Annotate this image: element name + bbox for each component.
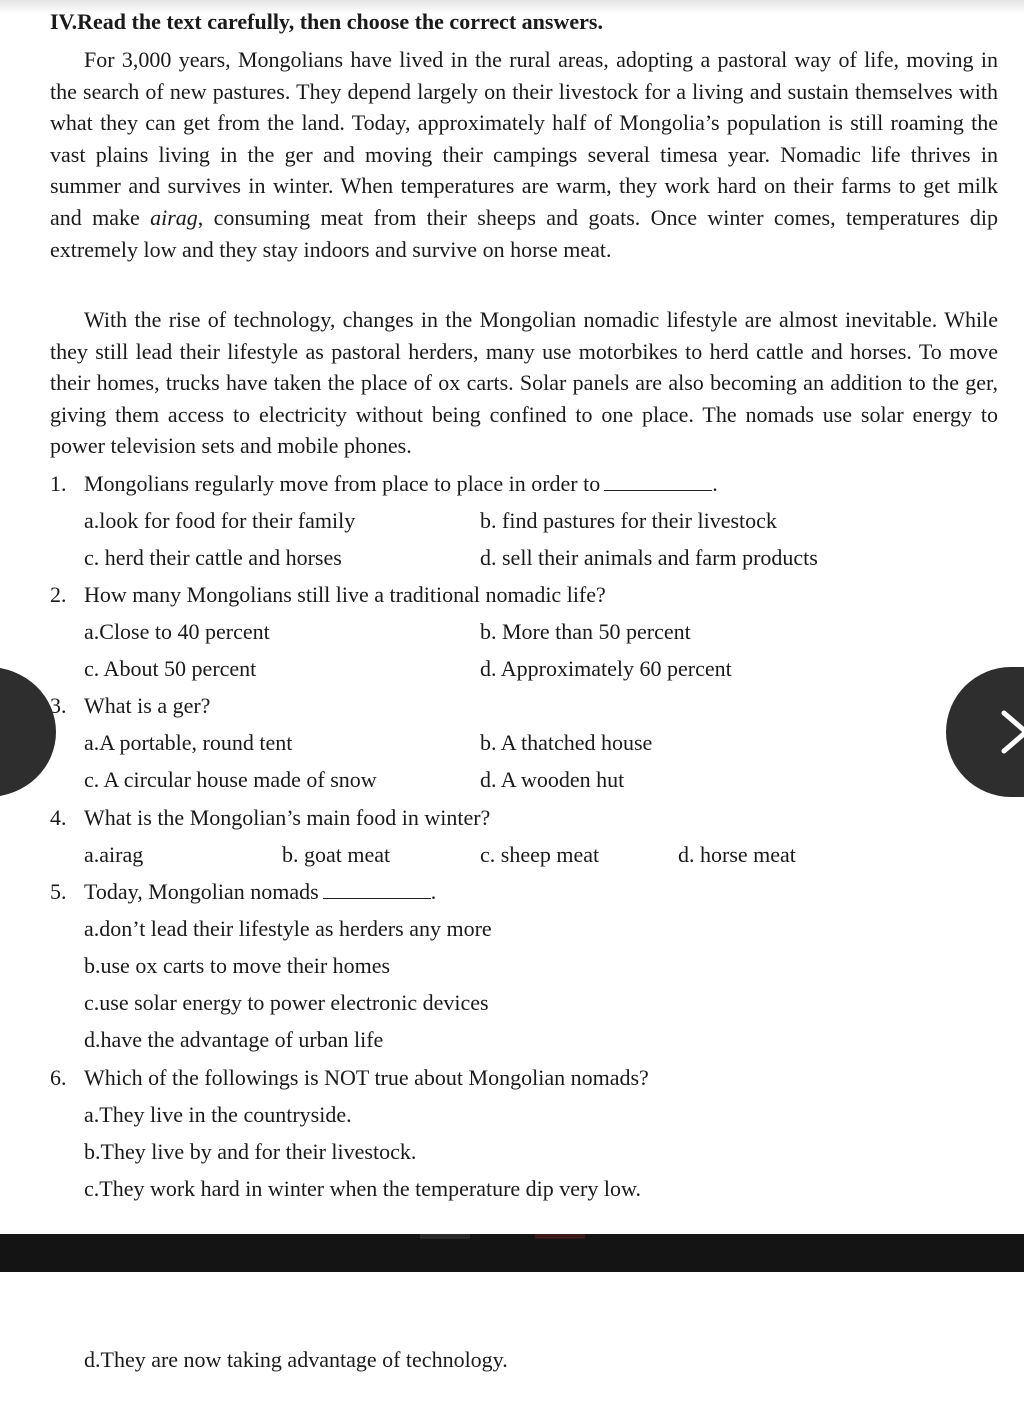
q5-option-b: b.use ox carts to move their homes	[84, 953, 391, 978]
answer-blank	[323, 880, 431, 899]
q4-option-c: c. sheep meat	[480, 842, 600, 867]
question-2-text: How many Mongolians still live a traditional nomadic life?	[84, 582, 606, 607]
question-number: 2.	[50, 582, 67, 607]
question-number: 6.	[50, 1065, 67, 1090]
q6-option-a: a.They live in the countryside.	[84, 1102, 352, 1127]
q3-option-d: d. A wooden hut	[480, 767, 625, 792]
q4-option-b: b. goat meat	[282, 842, 391, 867]
q3-option-a: a.A portable, round tent	[84, 730, 293, 755]
question-number: 1.	[50, 471, 67, 496]
question-5-text: Today, Mongolian nomads .	[84, 879, 437, 904]
q6-option-b: b.They live by and for their livestock.	[84, 1139, 417, 1164]
question-1-text: Mongolians regularly move from place to place in order to .	[84, 471, 718, 496]
overlay-bar	[0, 1234, 1024, 1272]
passage-paragraph-2: With the rise of technology, changes in the Mongolian nomadic lifestyle are almost inevitable. While they still lead their lifestyle as pastoral herders, many use motorbikes to herd cattle and horses. To move their homes, trucks have taken the place of ox carts. Solar panels are also becoming an addition to the ger, giving them access to electricity without being confined to one place. The nomads use solar energy to power television sets and mobile phones.	[50, 307, 998, 459]
q6-option-d: d.They are now taking advantage of technology.	[84, 1347, 508, 1372]
question-3-text: What is a ger?	[84, 693, 211, 718]
chevron-right-icon	[996, 707, 1024, 757]
passage-paragraph-1: For 3,000 years, Mongolians have lived in the rural areas, adopting a pastoral way of life, moving in the search of new pastures. They depend largely on their livestock for a living and sustain themselves with what they can get from the land. Today, approximately half of Mongolia’s population is still roaming the vast plains living in the ger and moving their campings several timesa year. Nomadic life thrives in summer and survives in winter. When temperatures are warm, they work hard on their farms to get milk and make airag, consuming meat from their sheeps and goats. Once winter comes, temperatures dip extremely low and they stay indoors and survive on horse meat.	[50, 47, 999, 262]
q5-option-c: c.use solar energy to power electronic devices	[84, 990, 489, 1015]
q1-option-d: d. sell their animals and farm products	[480, 545, 818, 570]
q4-option-a: a.airag	[84, 842, 144, 867]
question-6-text: Which of the followings is NOT true about Mongolian nomads?	[84, 1065, 649, 1090]
q3-option-b: b. A thatched house	[480, 730, 653, 755]
next-page-button[interactable]	[946, 667, 1024, 797]
question-number: 3.	[50, 693, 67, 718]
section-heading: IV.Read the text carefully, then choose the correct answers.	[50, 9, 603, 34]
q4-option-d: d. horse meat	[678, 842, 796, 867]
q2-option-a: a.Close to 40 percent	[84, 619, 270, 644]
previous-page-button[interactable]	[0, 667, 56, 797]
question-number: 4.	[50, 805, 67, 830]
q1-option-b: b. find pastures for their livestock	[480, 508, 777, 533]
question-number: 5.	[50, 879, 67, 904]
q5-option-d: d.have the advantage of urban life	[84, 1027, 384, 1052]
q3-option-c: c. A circular house made of snow	[84, 767, 377, 792]
q1-option-a: a.look for food for their family	[84, 508, 356, 533]
q5-option-a: a.don’t lead their lifestyle as herders any more	[84, 916, 492, 941]
q1-option-c: c. herd their cattle and horses	[84, 545, 342, 570]
q2-option-c: c. About 50 percent	[84, 656, 257, 681]
q2-option-b: b. More than 50 percent	[480, 619, 691, 644]
q2-option-d: d. Approximately 60 percent	[480, 656, 732, 681]
question-4-text: What is the Mongolian’s main food in winter?	[84, 805, 491, 830]
answer-blank	[604, 472, 712, 491]
q6-option-c: c.They work hard in winter when the temperature dip very low.	[84, 1176, 641, 1201]
